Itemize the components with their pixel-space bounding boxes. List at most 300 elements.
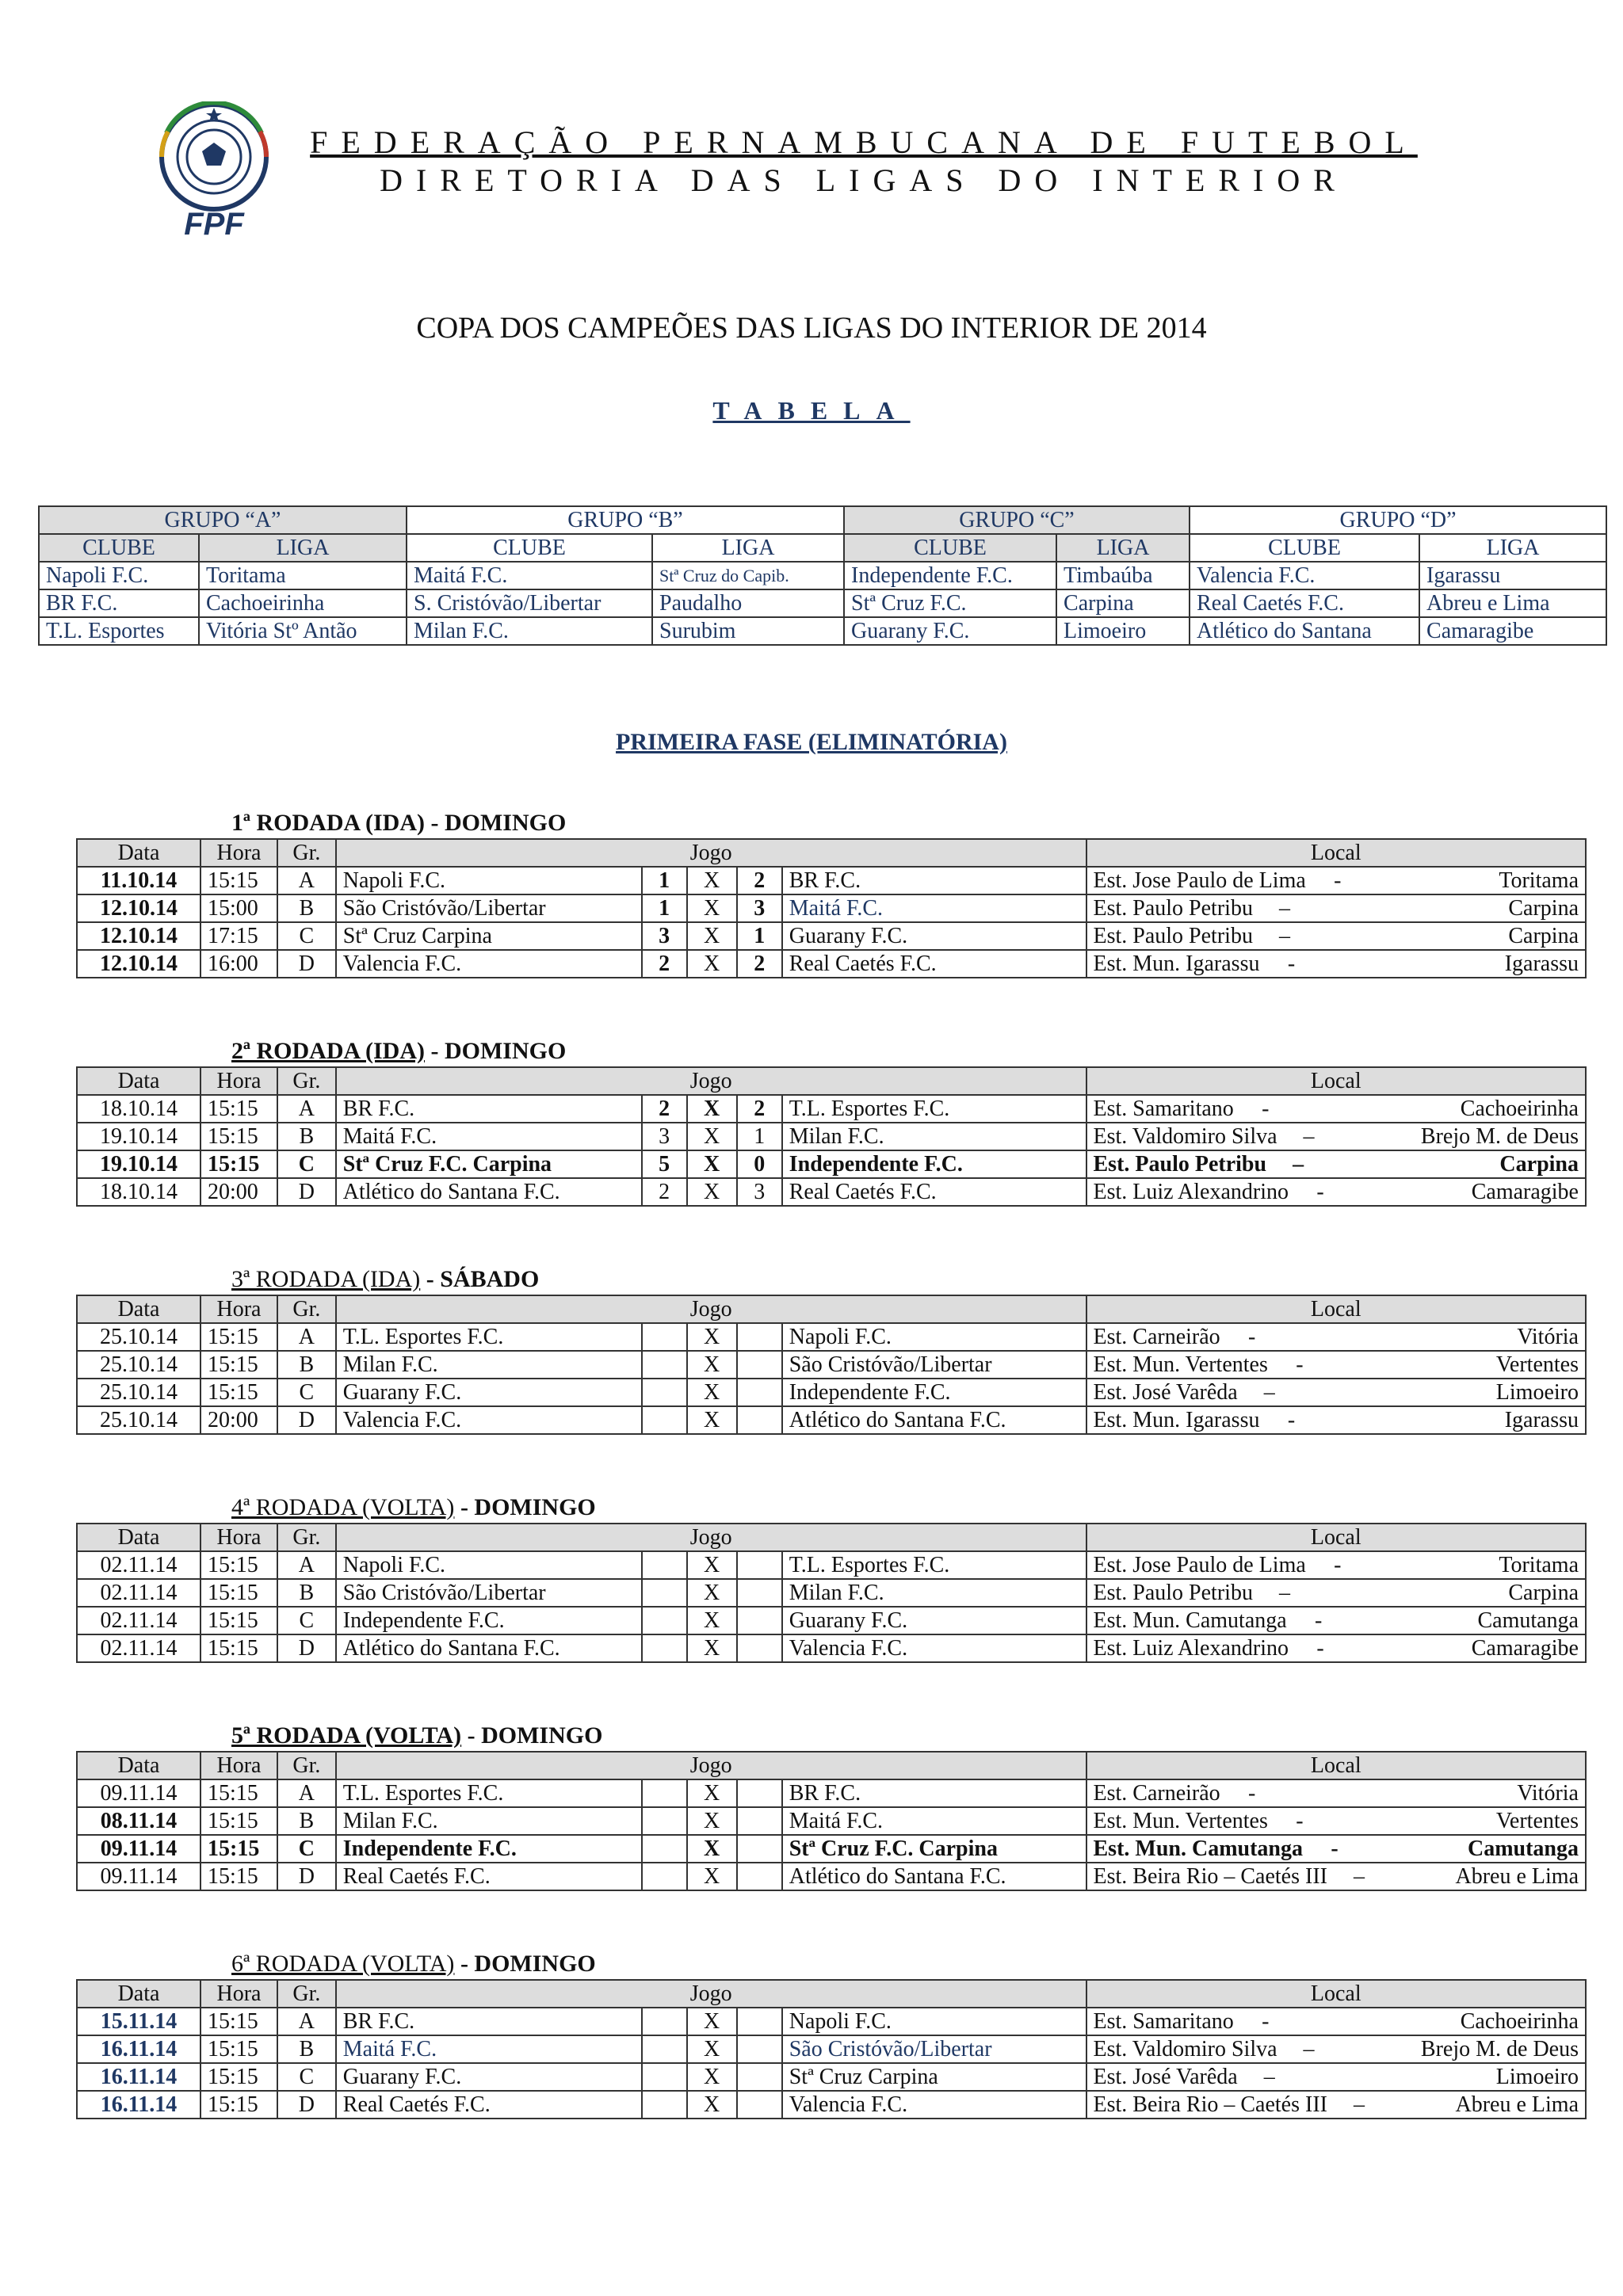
location-line — [1094, 1836, 1579, 1862]
location-separator: – — [1278, 1581, 1290, 1605]
table-header-row — [77, 1980, 1586, 2008]
match-date: 19.10.14 — [77, 1123, 200, 1150]
home-team: Stª Cruz Carpina — [336, 922, 642, 950]
header-jogo: Jogo — [336, 1980, 1086, 2008]
match-date: 25.10.14 — [77, 1406, 200, 1434]
match-time: 15:15 — [200, 1579, 277, 1607]
away-score — [737, 1607, 782, 1634]
match-group: C — [277, 922, 336, 950]
location-separator: - — [1262, 1097, 1270, 1121]
match-date: 09.11.14 — [77, 1779, 200, 1807]
city-name: Carpina — [1508, 924, 1579, 948]
city-name: Carpina — [1508, 1581, 1579, 1605]
header-local: Local — [1086, 1295, 1587, 1323]
away-score — [737, 1863, 782, 1890]
location-line — [1094, 2064, 1579, 2090]
away-score — [737, 2063, 782, 2091]
location-separator: – — [1278, 896, 1290, 921]
group-columns-row — [39, 534, 1606, 562]
match-row — [77, 1379, 1586, 1406]
club-cell: Maitá F.C. — [407, 562, 652, 589]
match-group: A — [277, 1551, 336, 1579]
city-name: Vertentes — [1495, 1809, 1579, 1833]
away-team: Stª Cruz Carpina — [782, 2063, 1086, 2091]
match-group: D — [277, 2091, 336, 2119]
league-cell: Cachoeirinha — [199, 589, 407, 617]
versus-mark: X — [687, 1323, 737, 1351]
away-team: Independente F.C. — [782, 1379, 1086, 1406]
match-group: C — [277, 1607, 336, 1634]
header-gr: Gr. — [277, 1295, 336, 1323]
header-jogo: Jogo — [336, 1752, 1086, 1779]
location-line — [1094, 951, 1579, 977]
match-row — [77, 1150, 1586, 1178]
versus-mark: X — [687, 922, 737, 950]
away-team: Napoli F.C. — [782, 2008, 1086, 2035]
city-name: Limoeiro — [1495, 1380, 1579, 1405]
away-score — [737, 1835, 782, 1863]
match-row — [77, 1406, 1586, 1434]
home-team: Milan F.C. — [336, 1807, 642, 1835]
away-team: Independente F.C. — [782, 1150, 1086, 1178]
location-separator: – — [1278, 924, 1290, 948]
city-name: Cachoeirinha — [1460, 1097, 1579, 1121]
home-score — [642, 2063, 687, 2091]
match-location — [1086, 2035, 1587, 2063]
match-row — [77, 2008, 1586, 2035]
match-date: 02.11.14 — [77, 1579, 200, 1607]
match-location — [1086, 2008, 1587, 2035]
location-line — [1094, 1379, 1579, 1405]
versus-mark: X — [687, 1150, 737, 1178]
location-separator: - — [1315, 1608, 1323, 1633]
away-team: Real Caetés F.C. — [782, 1178, 1086, 1206]
home-score — [642, 1779, 687, 1807]
home-team: Real Caetés F.C. — [336, 1863, 642, 1890]
group-c-header: GRUPO “C” — [844, 506, 1190, 534]
match-date: 11.10.14 — [77, 867, 200, 894]
table-header-row — [77, 1067, 1586, 1095]
match-row — [77, 1123, 1586, 1150]
home-team: BR F.C. — [336, 1095, 642, 1123]
away-team: BR F.C. — [782, 1779, 1086, 1807]
location-line — [1094, 1635, 1579, 1661]
match-location — [1086, 1150, 1587, 1178]
location-separator: - — [1334, 1553, 1342, 1577]
match-date: 02.11.14 — [77, 1551, 200, 1579]
round-name: 2ª RODADA (IDA) — [231, 1038, 425, 1064]
match-row — [77, 1579, 1586, 1607]
city-name: Camaragibe — [1471, 1636, 1579, 1661]
location-line — [1094, 1352, 1579, 1378]
stadium-name: Est. Luiz Alexandrino — [1093, 1180, 1289, 1204]
logo-text: FPF — [184, 207, 244, 242]
match-row — [77, 1351, 1586, 1379]
home-score — [642, 1323, 687, 1351]
away-score — [737, 1807, 782, 1835]
header-data: Data — [77, 1067, 200, 1095]
home-score — [642, 1579, 687, 1607]
away-score — [737, 1779, 782, 1807]
away-score — [737, 1634, 782, 1662]
away-team: São Cristóvão/Libertar — [782, 1351, 1086, 1379]
home-team: Atlético do Santana F.C. — [336, 1178, 642, 1206]
header-local: Local — [1086, 1067, 1587, 1095]
match-date: 09.11.14 — [77, 1863, 200, 1890]
match-time: 17:15 — [200, 922, 277, 950]
col-clube: CLUBE — [407, 534, 652, 562]
round-table — [76, 1979, 1587, 2119]
city-name: Cachoeirinha — [1460, 2009, 1579, 2034]
versus-mark: X — [687, 1379, 737, 1406]
location-separator: - — [1331, 1836, 1338, 1861]
header-jogo: Jogo — [336, 1295, 1086, 1323]
location-line — [1094, 1096, 1579, 1122]
match-group: D — [277, 1178, 336, 1206]
match-date: 18.10.14 — [77, 1178, 200, 1206]
stadium-name: Est. Samaritano — [1093, 2009, 1234, 2034]
home-team: Independente F.C. — [336, 1835, 642, 1863]
home-team: Independente F.C. — [336, 1607, 642, 1634]
home-team: São Cristóvão/Libertar — [336, 894, 642, 922]
home-score — [642, 1807, 687, 1835]
stadium-name: Est. Luiz Alexandrino — [1093, 1636, 1289, 1661]
stadium-name: Est. Mun. Igarassu — [1093, 1408, 1260, 1432]
versus-mark: X — [687, 1863, 737, 1890]
location-line — [1094, 2092, 1579, 2118]
league-cell: Timbaúba — [1056, 562, 1190, 589]
versus-mark: X — [687, 1351, 737, 1379]
table-header-row — [77, 1295, 1586, 1323]
city-name: Limoeiro — [1495, 2065, 1579, 2089]
match-row — [77, 1551, 1586, 1579]
club-cell: BR F.C. — [39, 589, 199, 617]
header-jogo: Jogo — [336, 1524, 1086, 1551]
home-score — [642, 1379, 687, 1406]
location-line — [1094, 868, 1579, 894]
match-group: B — [277, 2035, 336, 2063]
round-table — [76, 1751, 1587, 1891]
round-title — [231, 1951, 596, 1978]
city-name: Toritama — [1499, 868, 1579, 893]
club-cell: T.L. Esportes — [39, 617, 199, 645]
match-group: A — [277, 2008, 336, 2035]
match-row — [77, 950, 1586, 978]
location-separator: - — [1287, 1408, 1296, 1432]
stadium-name: Est. Valdomiro Silva — [1093, 2037, 1277, 2061]
away-score — [737, 1579, 782, 1607]
home-team: Valencia F.C. — [336, 950, 642, 978]
away-score — [737, 2091, 782, 2119]
city-name: Toritama — [1499, 1553, 1579, 1577]
match-location — [1086, 950, 1587, 978]
club-cell: Valencia F.C. — [1190, 562, 1419, 589]
match-location — [1086, 1351, 1587, 1379]
home-team: T.L. Esportes F.C. — [336, 1779, 642, 1807]
match-location — [1086, 1551, 1587, 1579]
stadium-name: Est. Samaritano — [1093, 1097, 1234, 1121]
col-liga: LIGA — [1056, 534, 1190, 562]
club-cell: Milan F.C. — [407, 617, 652, 645]
league-cell: Surubim — [652, 617, 844, 645]
match-row — [77, 1835, 1586, 1863]
match-date: 16.11.14 — [77, 2035, 200, 2063]
location-line — [1094, 895, 1579, 921]
home-score: 1 — [642, 894, 687, 922]
round-title — [231, 810, 566, 837]
city-name: Vitória — [1517, 1325, 1579, 1349]
match-group: A — [277, 1323, 336, 1351]
stadium-name: Est. Valdomiro Silva — [1093, 1124, 1277, 1149]
match-location — [1086, 894, 1587, 922]
match-time: 15:00 — [200, 894, 277, 922]
round-day: - SÁBADO — [420, 1266, 540, 1292]
header-gr: Gr. — [277, 1067, 336, 1095]
round-day: - DOMINGO — [454, 1951, 596, 1977]
match-row — [77, 2035, 1586, 2063]
home-team: Real Caetés F.C. — [336, 2091, 642, 2119]
match-row — [77, 894, 1586, 922]
directorate-name: DIRETORIA DAS LIGAS DO INTERIOR — [380, 162, 1348, 198]
stadium-name: Est. Mun. Igarassu — [1093, 952, 1260, 976]
location-separator: - — [1316, 1636, 1324, 1661]
location-line — [1094, 1780, 1579, 1806]
header-gr: Gr. — [277, 839, 336, 867]
stadium-name: Est. Paulo Petribu — [1093, 1152, 1267, 1177]
group-names-row — [39, 506, 1606, 534]
league-cell: Limoeiro — [1056, 617, 1190, 645]
away-score: 2 — [737, 950, 782, 978]
city-name: Camaragibe — [1471, 1180, 1579, 1204]
away-team: Guarany F.C. — [782, 1607, 1086, 1634]
round-table — [76, 1295, 1587, 1435]
away-score: 0 — [737, 1150, 782, 1178]
stadium-name: Est. José Varêda — [1093, 2065, 1238, 2089]
city-name: Igarassu — [1504, 1408, 1579, 1432]
location-separator: - — [1287, 952, 1296, 976]
location-separator: – — [1303, 1124, 1315, 1149]
header-hora: Hora — [200, 1524, 277, 1551]
round-name: 3ª RODADA (IDA) — [231, 1266, 421, 1292]
match-location — [1086, 1863, 1587, 1890]
group-row — [39, 617, 1606, 645]
tabela-heading: TABELA — [712, 396, 911, 425]
city-name: Camutanga — [1477, 1608, 1579, 1633]
match-time: 15:15 — [200, 2008, 277, 2035]
match-time: 15:15 — [200, 1351, 277, 1379]
round-day: - DOMINGO — [461, 1722, 603, 1749]
match-time: 15:15 — [200, 1150, 277, 1178]
round-title — [231, 1266, 539, 1293]
home-team: T.L. Esportes F.C. — [336, 1323, 642, 1351]
match-location — [1086, 1379, 1587, 1406]
header-gr: Gr. — [277, 1752, 336, 1779]
home-team: Napoli F.C. — [336, 1551, 642, 1579]
location-line — [1094, 2008, 1579, 2035]
round-title — [231, 1038, 566, 1065]
match-location — [1086, 1579, 1587, 1607]
match-location — [1086, 1406, 1587, 1434]
location-separator: - — [1262, 2009, 1270, 2034]
location-line — [1094, 1808, 1579, 1834]
versus-mark: X — [687, 2063, 737, 2091]
match-group: A — [277, 867, 336, 894]
away-team: Valencia F.C. — [782, 2091, 1086, 2119]
away-team: Maitá F.C. — [782, 894, 1086, 922]
versus-mark: X — [687, 1095, 737, 1123]
match-time: 15:15 — [200, 1123, 277, 1150]
round-title — [231, 1494, 596, 1521]
home-team: São Cristóvão/Libertar — [336, 1579, 642, 1607]
col-liga: LIGA — [1419, 534, 1606, 562]
match-time: 15:15 — [200, 1379, 277, 1406]
home-team: Napoli F.C. — [336, 867, 642, 894]
stadium-name: Est. Beira Rio – Caetés III — [1093, 2092, 1327, 2117]
match-date: 12.10.14 — [77, 950, 200, 978]
home-team: Maitá F.C. — [336, 1123, 642, 1150]
match-time: 15:15 — [200, 1323, 277, 1351]
home-score: 2 — [642, 950, 687, 978]
away-score — [737, 1351, 782, 1379]
header-local: Local — [1086, 1752, 1587, 1779]
away-score: 1 — [737, 922, 782, 950]
match-time: 15:15 — [200, 1551, 277, 1579]
group-row — [39, 562, 1606, 589]
club-cell: Atlético do Santana — [1190, 617, 1419, 645]
city-name: Abreu e Lima — [1455, 1864, 1579, 1889]
stadium-name: Est. Mun. Vertentes — [1093, 1352, 1268, 1377]
away-score: 2 — [737, 1095, 782, 1123]
match-location — [1086, 2091, 1587, 2119]
stadium-name: Est. Beira Rio – Caetés III — [1093, 1864, 1327, 1889]
location-separator: - — [1316, 1180, 1324, 1204]
match-row — [77, 1178, 1586, 1206]
groups-table — [38, 505, 1607, 646]
stadium-name: Est. Carneirão — [1093, 1325, 1220, 1349]
location-line — [1094, 1863, 1579, 1890]
round-day: - DOMINGO — [454, 1494, 596, 1520]
versus-mark: X — [687, 1634, 737, 1662]
home-score: 2 — [642, 1178, 687, 1206]
match-date: 12.10.14 — [77, 894, 200, 922]
match-time: 15:15 — [200, 2035, 277, 2063]
location-separator: - — [1334, 868, 1342, 893]
location-separator: - — [1296, 1352, 1304, 1377]
match-row — [77, 1607, 1586, 1634]
versus-mark: X — [687, 2035, 737, 2063]
home-team: Milan F.C. — [336, 1351, 642, 1379]
match-group: A — [277, 1779, 336, 1807]
header-hora: Hora — [200, 1067, 277, 1095]
match-time: 15:15 — [200, 1779, 277, 1807]
match-group: C — [277, 2063, 336, 2091]
location-line — [1094, 923, 1579, 949]
home-team: BR F.C. — [336, 2008, 642, 2035]
header-gr: Gr. — [277, 1980, 336, 2008]
stadium-name: Est. Mun. Camutanga — [1093, 1608, 1287, 1633]
header-hora: Hora — [200, 839, 277, 867]
match-location — [1086, 1779, 1587, 1807]
home-score: 3 — [642, 922, 687, 950]
round-day: - DOMINGO — [424, 1038, 567, 1064]
location-line — [1094, 1552, 1579, 1578]
match-date: 25.10.14 — [77, 1379, 200, 1406]
match-group: D — [277, 1863, 336, 1890]
round-table — [76, 838, 1587, 978]
header-data: Data — [77, 1524, 200, 1551]
location-line — [1094, 1580, 1579, 1606]
round-table — [76, 1523, 1587, 1663]
match-date: 16.11.14 — [77, 2063, 200, 2091]
round-name: 6ª RODADA (VOLTA) — [231, 1951, 455, 1977]
round-table — [76, 1066, 1587, 1207]
home-team: Guarany F.C. — [336, 2063, 642, 2091]
header-hora: Hora — [200, 1980, 277, 2008]
round-title — [231, 1722, 602, 1749]
stadium-name: Est. Paulo Petribu — [1093, 896, 1253, 921]
table-header-row — [77, 1524, 1586, 1551]
city-name: Vertentes — [1495, 1352, 1579, 1377]
header-gr: Gr. — [277, 1524, 336, 1551]
home-team: Guarany F.C. — [336, 1379, 642, 1406]
table-header-row — [77, 839, 1586, 867]
round-name: 4ª RODADA (VOLTA) — [231, 1494, 455, 1520]
versus-mark: X — [687, 1607, 737, 1634]
city-name: Carpina — [1508, 896, 1579, 921]
round-day: - DOMINGO — [424, 810, 567, 836]
location-separator: - — [1248, 1781, 1256, 1806]
match-group: B — [277, 1579, 336, 1607]
match-location — [1086, 1807, 1587, 1835]
away-score: 3 — [737, 894, 782, 922]
away-team: Stª Cruz F.C. Carpina — [782, 1835, 1086, 1863]
location-line — [1094, 1608, 1579, 1634]
group-d-header: GRUPO “D” — [1190, 506, 1606, 534]
col-liga: LIGA — [652, 534, 844, 562]
club-cell: Real Caetés F.C. — [1190, 589, 1419, 617]
match-row — [77, 1095, 1586, 1123]
match-row — [77, 1863, 1586, 1890]
stadium-name: Est. Carneirão — [1093, 1781, 1220, 1806]
match-group: B — [277, 894, 336, 922]
match-date: 09.11.14 — [77, 1835, 200, 1863]
away-score — [737, 1551, 782, 1579]
home-score — [642, 1406, 687, 1434]
match-location — [1086, 1634, 1587, 1662]
group-b-header: GRUPO “B” — [407, 506, 844, 534]
match-location — [1086, 922, 1587, 950]
away-team: São Cristóvão/Libertar — [782, 2035, 1086, 2063]
league-cell: Vitória Stº Antão — [199, 617, 407, 645]
match-location — [1086, 867, 1587, 894]
match-group: C — [277, 1150, 336, 1178]
match-time: 15:15 — [200, 1835, 277, 1863]
home-score: 1 — [642, 867, 687, 894]
match-group: C — [277, 1835, 336, 1863]
league-cell: Paudalho — [652, 589, 844, 617]
versus-mark: X — [687, 2091, 737, 2119]
city-name: Carpina — [1499, 1152, 1579, 1177]
page-header — [285, 124, 1442, 200]
stadium-name: Est. Paulo Petribu — [1093, 924, 1253, 948]
match-row — [77, 922, 1586, 950]
match-date: 15.11.14 — [77, 2008, 200, 2035]
away-score — [737, 1406, 782, 1434]
header-data: Data — [77, 1295, 200, 1323]
match-time: 15:15 — [200, 1607, 277, 1634]
location-line — [1094, 2036, 1579, 2062]
location-separator: – — [1303, 2037, 1315, 2061]
